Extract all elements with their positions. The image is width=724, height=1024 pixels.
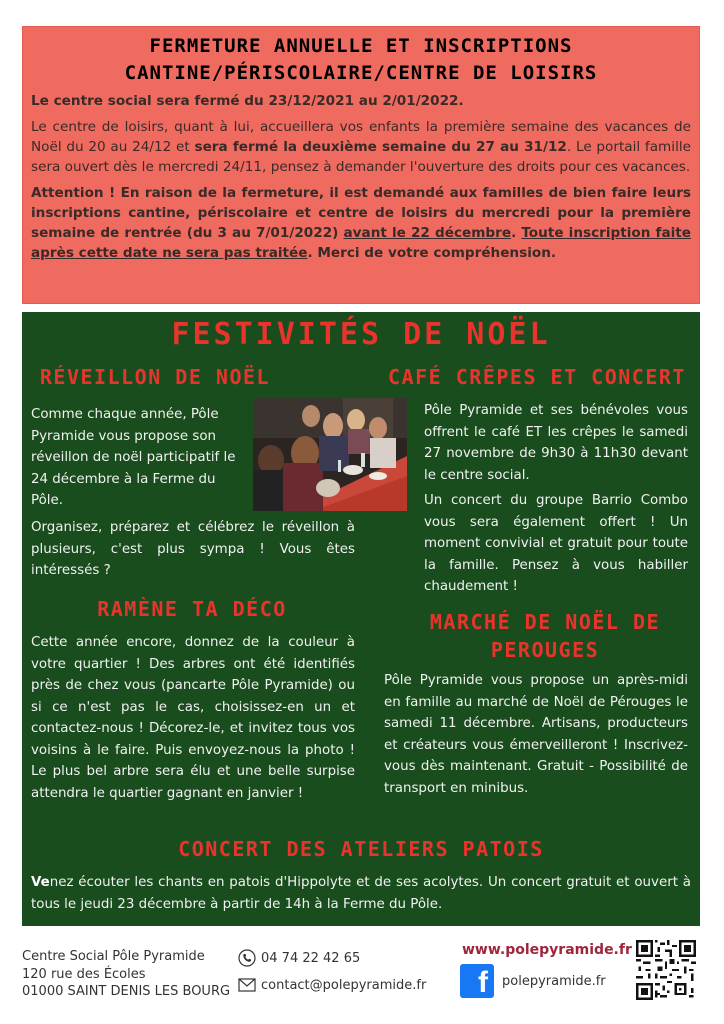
phone-contact[interactable]	[238, 949, 360, 967]
market-heading	[378, 608, 712, 664]
festivities-section	[22, 312, 700, 926]
festivities-title: FESTIVITÉS DE NOËL	[171, 317, 551, 352]
reveillon-photo	[253, 398, 407, 511]
cafe-heading: CAFÉ CRÊPES ET CONCERT	[388, 365, 686, 389]
title-line-2: CANTINE/PÉRISCOLAIRE/CENTRE DE LOISIRS	[124, 62, 598, 84]
phone-icon	[238, 949, 256, 967]
closure-announcement	[22, 26, 700, 304]
registration-warning: Attention ! En raison de la fermeture, il est demandé aux familles de bien faire leurs inscriptions cantine, périscolaire et centre de loisirs du mercredi pour la première semaine de rentrée (du 3 au 7/01/2022) avant le 22 décembre. Toute inscription faite après cette date ne sera pas traitée. Merci de votre compréhension.	[31, 185, 691, 261]
deco-heading: RAMÈNE TA DÉCO	[97, 597, 287, 621]
patois-heading: CONCERT DES ATELIERS PATOIS	[178, 837, 544, 861]
qr-code-icon[interactable]	[636, 940, 696, 1000]
website-link[interactable]: www.polepyramide.fr	[462, 942, 632, 958]
email-contact[interactable]	[238, 976, 426, 994]
address-line-2: 120 rue des Écoles	[22, 966, 146, 982]
reveillon-text-2: Organisez, préparez et célébrez le réveillon à plusieurs, c'est plus sympa ! Vous êtes intéressés ?	[31, 520, 355, 578]
address-line-1: Centre Social Pôle Pyramide	[22, 949, 205, 964]
announcement-title	[31, 33, 691, 87]
cafe-text-2: Un concert du groupe Barrio Combo vous sera également offert ! Un moment convivial et gratuit pour toute la famille. Pensez à vous habiller chaudement !	[424, 493, 688, 594]
footer	[0, 926, 724, 1024]
dinner-party-photo	[253, 398, 407, 511]
cafe-text: Pôle Pyramide et ses bénévoles vous offrent le café ET les crêpes le samedi 27 novembre de 9h30 à 11h30 devant le centre social.	[424, 403, 688, 483]
reveillon-text: Comme chaque année, Pôle Pyramide vous propose son réveillon de noël participatif le 24 décembre à la Ferme du Pôle.	[31, 407, 236, 508]
envelope-icon	[238, 976, 256, 994]
facebook-icon: f	[460, 964, 494, 998]
reveillon-heading: RÉVEILLON DE NOËL	[39, 365, 271, 389]
closure-dates: Le centre social sera fermé du 23/12/2021 au 2/01/2022.	[31, 93, 464, 109]
title-line-1: FERMETURE ANNUELLE ET INSCRIPTIONS	[149, 35, 573, 57]
market-heading-line-2: PEROUGES	[490, 638, 600, 662]
facebook-handle: polepyramide.fr	[502, 973, 606, 989]
leisure-centre-info: Le centre de loisirs, quant à lui, accueillera vos enfants la première semaine des vacances de Noël du 20 au 24/12 et sera fermé la deuxième semaine du 27 au 31/12. Le portail famille sera ouvert dès le mercredi 24/11, pensez à demander l'ouverture des droits pour ces vacances.	[31, 119, 691, 175]
market-heading-line-1: MARCHÉ DE NOËL DE	[429, 610, 661, 634]
patois-text: Venez écouter les chants en patois d'Hippolyte et de ses acolytes. Un concert gratuit et ouvert à tous le jeudi 23 décembre à partir de 14h à la Ferme du Pôle.	[31, 875, 691, 912]
facebook-link[interactable]	[460, 964, 606, 998]
phone-number: 04 74 22 42 65	[261, 950, 361, 966]
deco-text: Cette année encore, donnez de la couleur à votre quartier ! Des arbres ont été identifiés près de chez vous (pancarte Pôle Pyramide) ou si ce n'est pas le cas, choisissez-en un et contactez-nous ! Décorez-le, et invitez tous vos voisins à le faire. Puis envoyez-nous la photo ! Le plus bel arbre sera élu et une belle surpise attendra le quartier gagnant en janvier !	[31, 635, 355, 801]
market-text: Pôle Pyramide vous propose un après-midi en famille au marché de Noël de Pérouges le samedi 11 décembre. Artisans, producteurs et créateurs vous émerveilleront ! Inscrivez-vous dès maintenant. Gratuit - Possibilité de transport en minibus.	[384, 673, 688, 796]
email-address: contact@polepyramide.fr	[261, 977, 427, 993]
address-line-3: 01000 SAINT DENIS LES BOURG	[22, 984, 231, 999]
address	[22, 948, 230, 1001]
